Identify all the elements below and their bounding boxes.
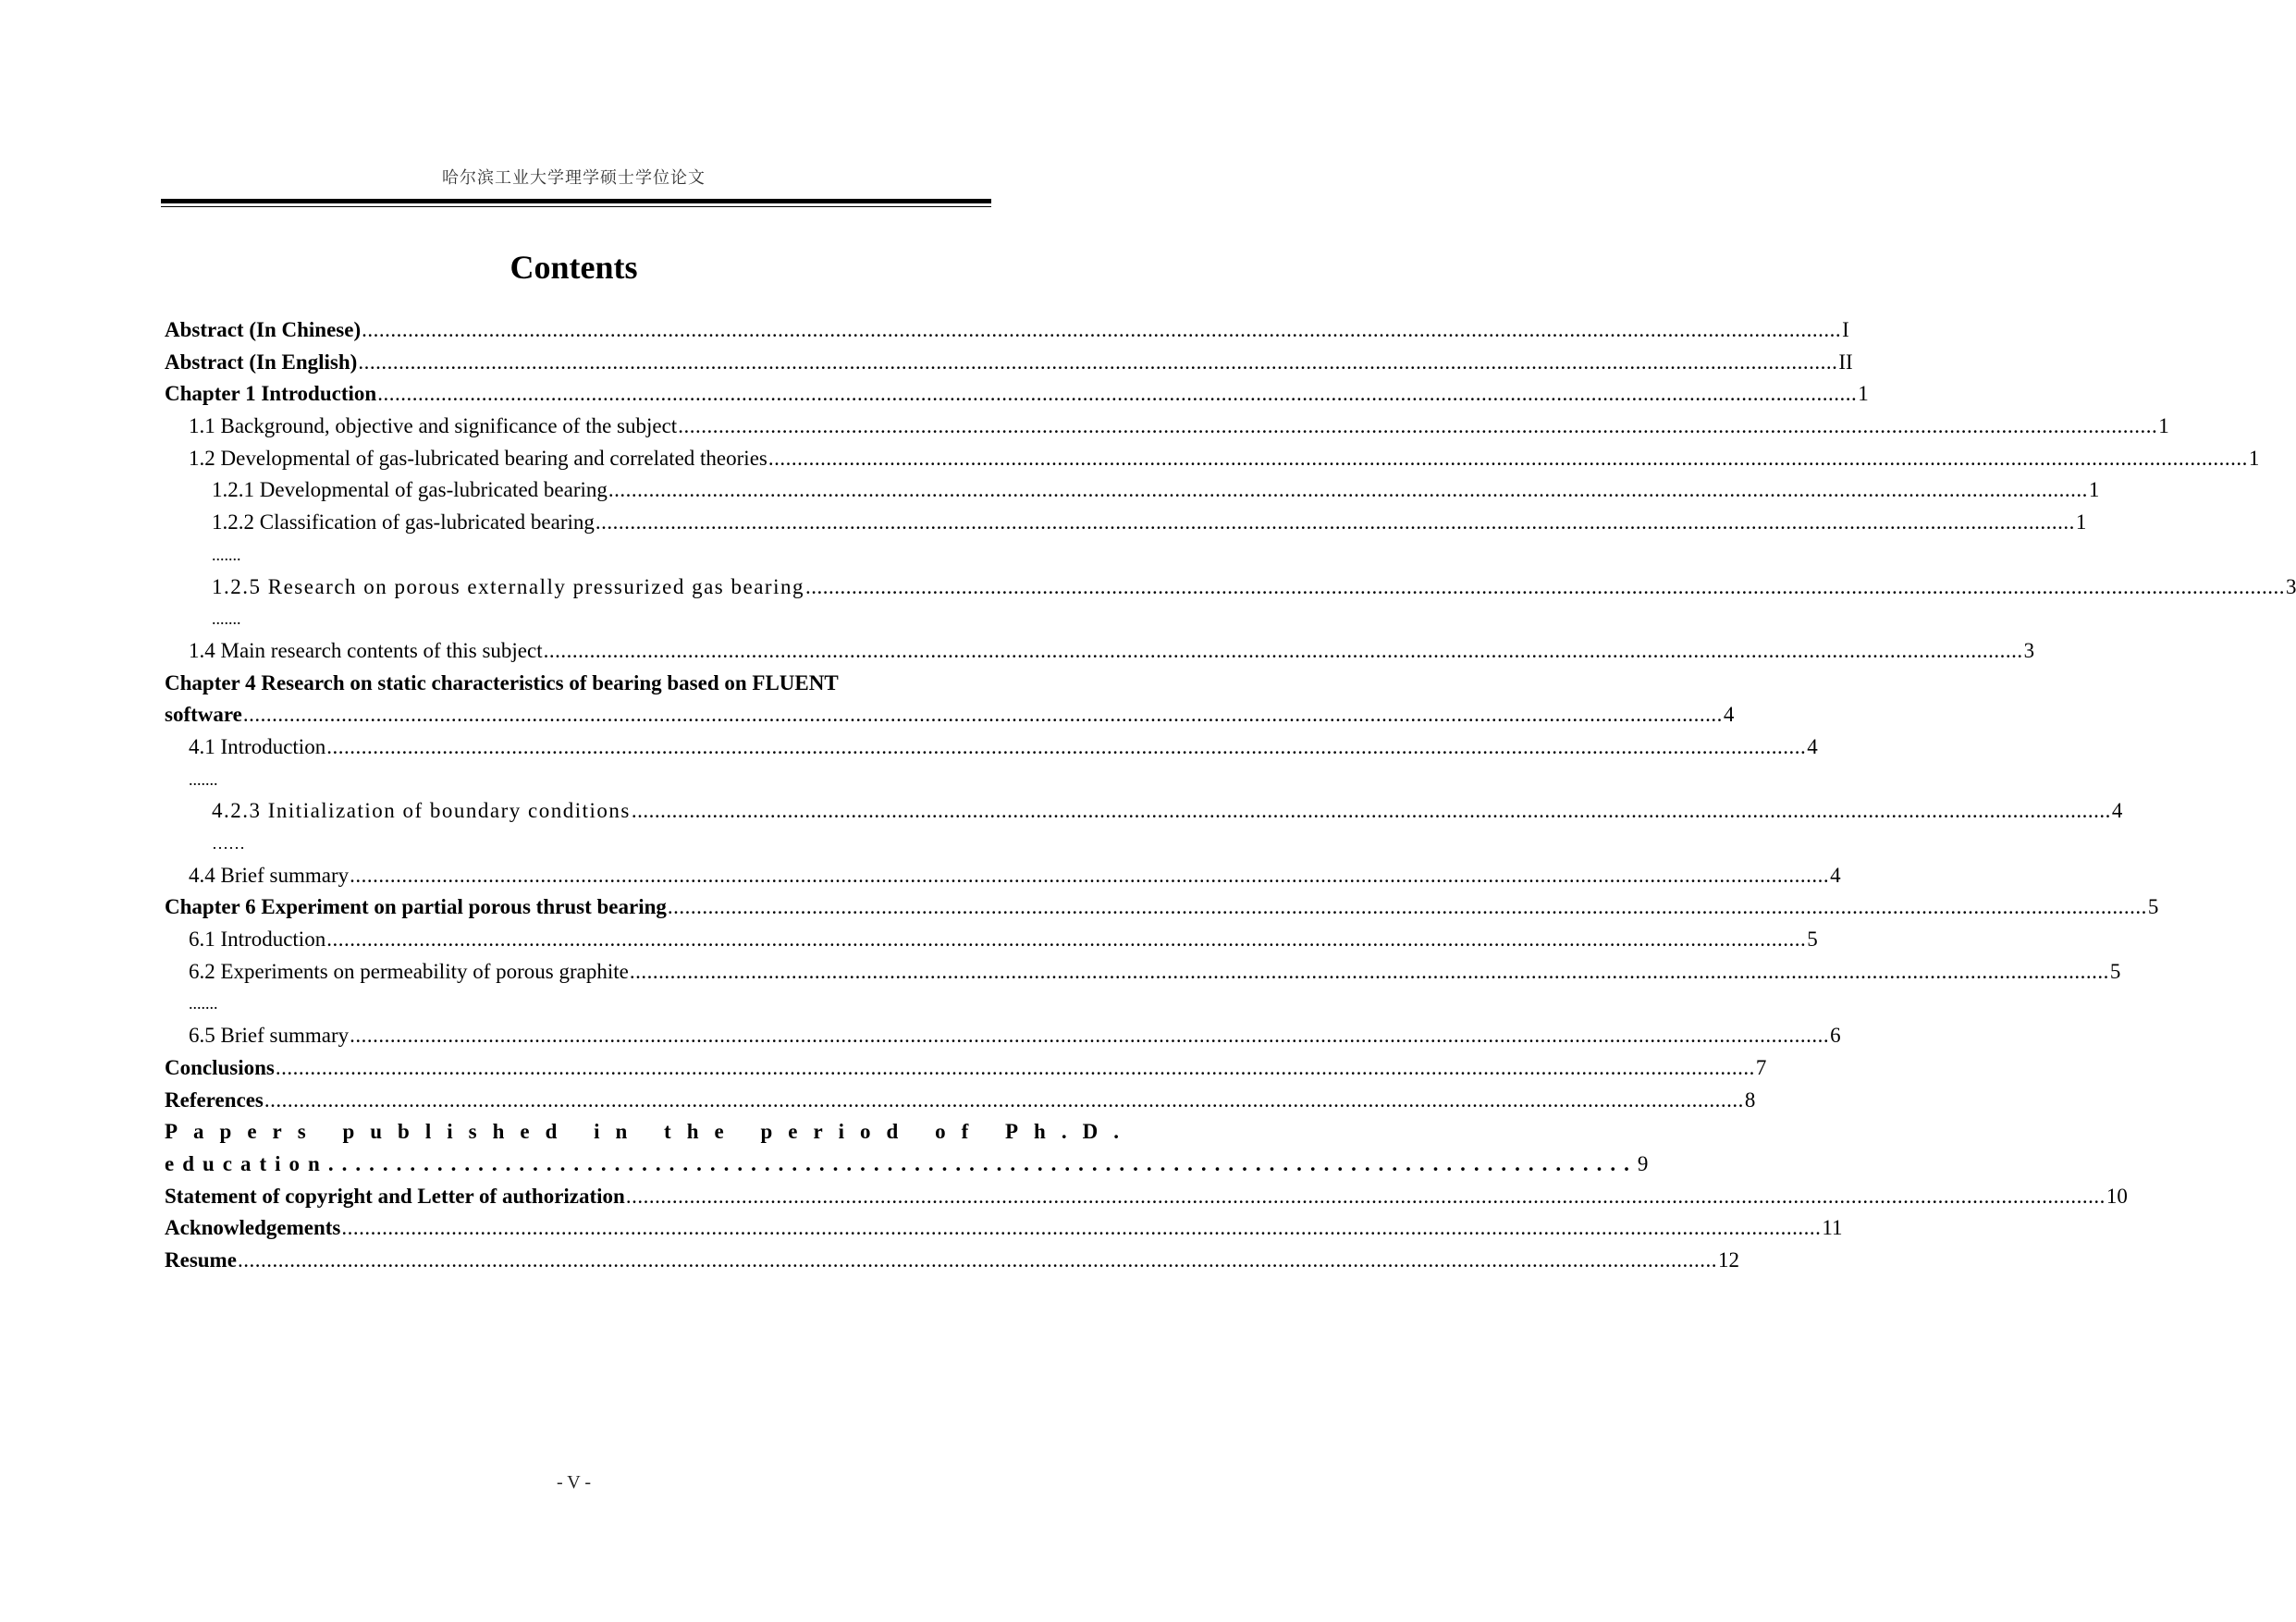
toc-entry-title: 1.2.2 Classification of gas-lubricated bearing xyxy=(212,510,595,535)
toc-ellipsis: ....... xyxy=(212,545,241,564)
toc-dot-leader xyxy=(678,411,2157,443)
toc-entry-title: References xyxy=(165,1087,264,1112)
toc-dot-leader xyxy=(326,924,1806,956)
toc-dot-leader xyxy=(668,891,2147,924)
toc-entry[interactable] xyxy=(165,1149,1649,1181)
toc-entry[interactable] xyxy=(165,795,2123,828)
toc-entry[interactable] xyxy=(165,924,1818,956)
toc-entry[interactable] xyxy=(165,1052,1767,1085)
toc-page-number: 1 xyxy=(2158,414,2169,438)
toc-entry-title: 4.2.3 Initialization of boundary conditions xyxy=(212,799,631,823)
table-of-contents xyxy=(165,314,2296,1277)
toc-entry-title: Acknowledgements xyxy=(165,1216,341,1240)
toc-entry[interactable] xyxy=(165,668,990,700)
toc-entry[interactable] xyxy=(165,891,2159,924)
toc-page-number: 5 xyxy=(2109,959,2121,983)
toc-entry-title: education xyxy=(165,1151,328,1175)
toc-dot-leader xyxy=(632,795,2111,828)
toc-entry-title: 4.4 Brief summary xyxy=(189,863,350,887)
toc-page-number: II xyxy=(1838,350,1853,374)
toc-entry[interactable] xyxy=(165,314,1849,347)
toc-entry[interactable] xyxy=(165,956,2121,989)
toc-dot-leader xyxy=(544,635,2023,668)
toc-page-number: 9 xyxy=(1637,1151,1649,1175)
toc-dot-leader xyxy=(608,474,2088,507)
contents-heading: Contents xyxy=(510,249,638,286)
toc-entry[interactable] xyxy=(165,1212,1843,1245)
toc-dot-leader xyxy=(350,860,1829,892)
toc-dot-leader xyxy=(358,347,1837,379)
toc-page-number: 4 xyxy=(1723,703,1735,727)
toc-page-number: I xyxy=(1842,318,1849,341)
toc-entry[interactable] xyxy=(165,571,2296,604)
toc-entry[interactable] xyxy=(165,1085,1756,1117)
toc-page-number: 4 xyxy=(1807,734,1818,758)
toc-page-number: 10 xyxy=(2106,1184,2128,1208)
toc-page-number: 4 xyxy=(1830,863,1841,887)
toc-entry-title: Abstract (In Chinese) xyxy=(165,318,362,341)
toc-page-number: 3 xyxy=(2023,638,2035,662)
toc-page-number: 4 xyxy=(2111,799,2123,823)
toc-entry[interactable] xyxy=(165,699,1735,731)
toc-entry-title: 6.1 Introduction xyxy=(189,928,326,952)
toc-dot-leader xyxy=(805,571,2285,604)
toc-entry[interactable] xyxy=(165,507,2087,539)
toc-entry[interactable] xyxy=(165,1116,1135,1149)
toc-entry-title: 6.5 Brief summary xyxy=(189,1024,350,1048)
toc-page-number: 1 xyxy=(2088,478,2100,502)
toc-dot-leader xyxy=(341,1212,1821,1245)
toc-dot-leader xyxy=(326,731,1806,764)
toc-ellipsis: …… xyxy=(212,834,245,853)
toc-entry-title: Statement of copyright and Letter of authorization xyxy=(165,1184,625,1208)
running-header: 哈尔滨工业大学理学硕士学位论文 xyxy=(442,168,706,187)
toc-ellipsis: ....... xyxy=(189,769,218,789)
toc-entry-title: 1.2 Developmental of gas-lubricated bearing and correlated theories xyxy=(189,446,767,470)
header-rule-thick xyxy=(161,199,991,203)
toc-entry-title: 4.1 Introduction xyxy=(189,734,326,758)
toc-page-number: 6 xyxy=(1830,1024,1841,1048)
toc-dot-leader xyxy=(626,1181,2106,1213)
toc-page-number: 1 xyxy=(2248,446,2260,470)
toc-dot-leader xyxy=(595,507,2075,539)
toc-ellipsis: ....... xyxy=(212,609,241,629)
toc-entry-title: Papers published in the period of Ph.D. xyxy=(165,1120,1135,1144)
toc-page-number: 7 xyxy=(1755,1055,1767,1079)
toc-dot-leader xyxy=(768,443,2248,475)
toc-dot-leader xyxy=(362,314,1841,347)
toc-page-number: 12 xyxy=(1717,1247,1739,1272)
toc-entry[interactable] xyxy=(165,731,1818,764)
toc-entry[interactable] xyxy=(165,635,2035,668)
toc-dot-leader xyxy=(328,1149,1638,1181)
toc-dot-leader xyxy=(264,1085,1744,1117)
toc-entry-title: 6.2 Experiments on permeability of porous graphite xyxy=(189,959,629,983)
toc-page-number: 5 xyxy=(2147,895,2159,919)
toc-entry[interactable] xyxy=(165,1245,1739,1277)
toc-entry-title: 1.2.5 Research on porous externally pressurized gas bearing xyxy=(212,574,804,598)
toc-entry[interactable] xyxy=(165,860,1841,892)
toc-page-number: 11 xyxy=(1822,1216,1843,1240)
toc-entry[interactable] xyxy=(165,1020,1841,1052)
toc-entry[interactable] xyxy=(165,474,2100,507)
toc-entry-title: Abstract (In English) xyxy=(165,350,358,374)
toc-dot-leader xyxy=(243,699,1723,731)
toc-page-number: 1 xyxy=(1858,382,1869,406)
toc-entry-title: 1.2.1 Developmental of gas-lubricated bearing xyxy=(212,478,608,502)
toc-entry[interactable] xyxy=(165,411,2169,443)
toc-dot-leader xyxy=(276,1052,1755,1085)
toc-ellipsis: ....... xyxy=(189,994,218,1014)
toc-page-number: 5 xyxy=(1807,928,1818,952)
toc-page-number: 3 xyxy=(2285,574,2296,598)
toc-entry-title: 1.4 Main research contents of this subject xyxy=(189,638,543,662)
toc-page-number: 8 xyxy=(1744,1087,1756,1112)
toc-page-number: 1 xyxy=(2075,510,2087,535)
toc-dot-leader xyxy=(350,1020,1829,1052)
toc-dot-leader xyxy=(238,1245,1717,1277)
toc-entry-title: software xyxy=(165,703,242,727)
toc-dot-leader xyxy=(630,956,2109,989)
toc-entry-title: Resume xyxy=(165,1247,237,1272)
toc-entry-title: 1.1 Background, objective and significance of the subject xyxy=(189,414,678,438)
toc-entry[interactable] xyxy=(165,443,2260,475)
header-rule-thin xyxy=(161,206,991,207)
toc-dot-leader xyxy=(377,378,1857,411)
toc-entry[interactable] xyxy=(165,347,1853,379)
toc-entry-title: Conclusions xyxy=(165,1055,275,1079)
page-number: - V - xyxy=(556,1472,592,1493)
toc-entry-title: Chapter 1 Introduction xyxy=(165,382,377,406)
toc-entry-title: Chapter 6 Experiment on partial porous thrust bearing xyxy=(165,895,667,919)
toc-entry-title: Chapter 4 Research on static characteristics of bearing based on FLUENT xyxy=(165,670,839,694)
toc-entry[interactable] xyxy=(165,378,1869,411)
toc-entry[interactable] xyxy=(165,1181,2128,1213)
